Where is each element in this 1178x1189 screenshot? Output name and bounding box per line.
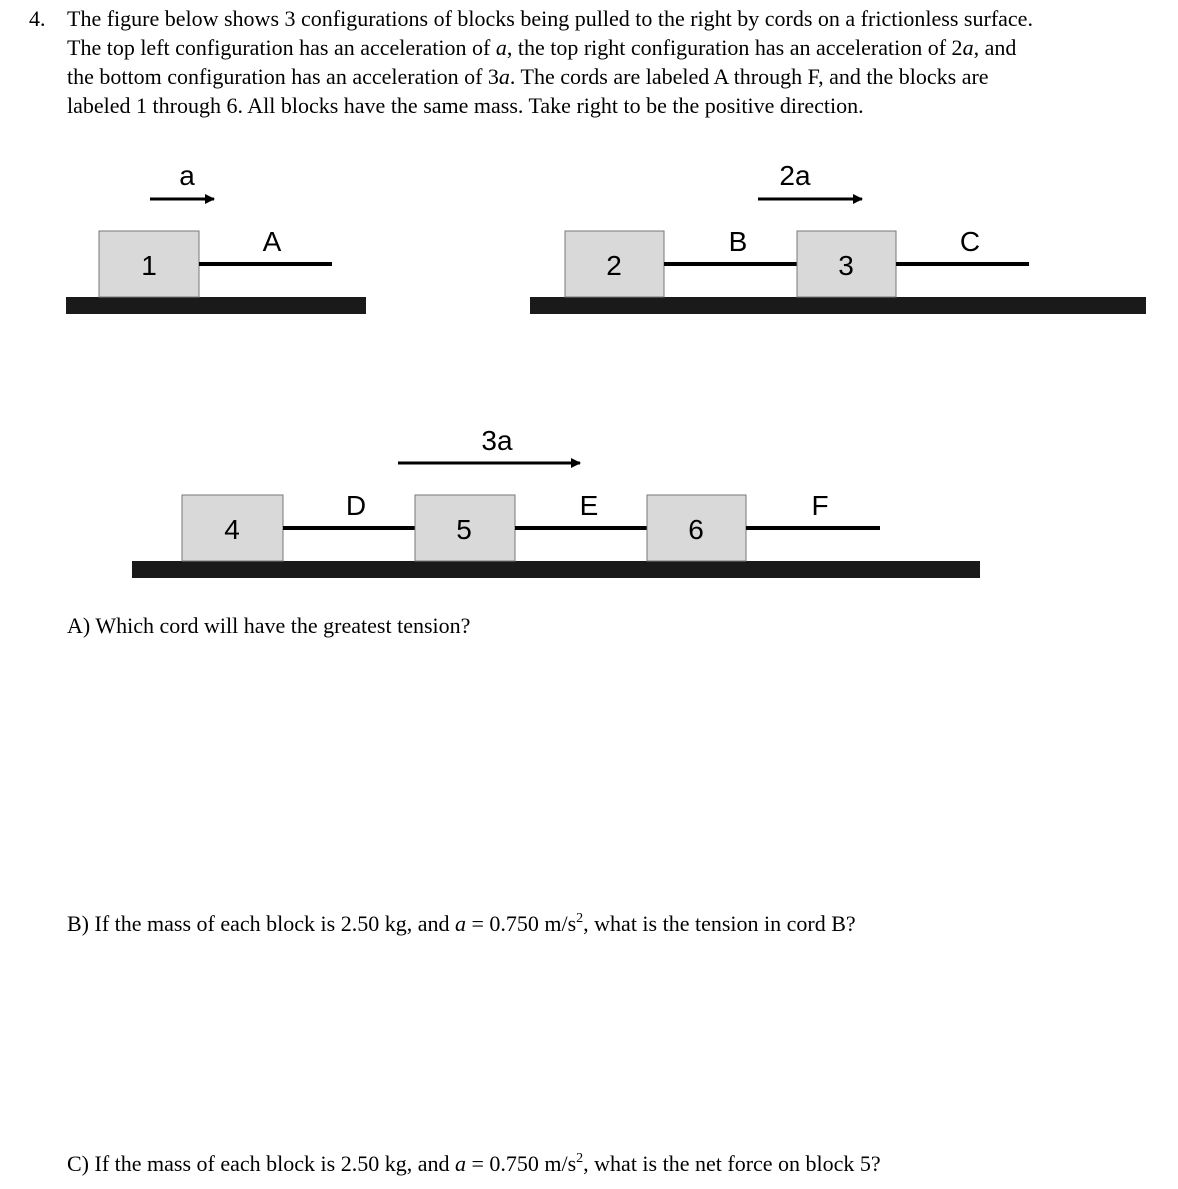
block-3-label: 3 bbox=[838, 250, 854, 281]
problem-line-3: the bottom configuration has an acceleration of 3a. The cords are labeled A through F, and the blocks are bbox=[67, 64, 989, 89]
cord-E-label: E bbox=[579, 490, 599, 521]
block-5-label: 5 bbox=[456, 514, 472, 545]
cord-B-label: B bbox=[728, 226, 748, 257]
cord-A-label: A bbox=[262, 226, 282, 257]
ground-top-right bbox=[530, 297, 1146, 314]
cord-F-label: F bbox=[811, 490, 829, 521]
block-1-label: 1 bbox=[141, 250, 157, 281]
problem-line-1: The figure below shows 3 configurations of blocks being pulled to the right by cords on a frictionless surface. bbox=[67, 6, 1033, 31]
question-c: C) If the mass of each block is 2.50 kg, and a = 0.750 $m/s^2$, what is the net force on block 5? bbox=[67, 1151, 881, 1176]
ground-bottom bbox=[132, 561, 980, 578]
problem-number: 4. bbox=[29, 6, 46, 31]
acceleration-label-2a: 2a bbox=[779, 160, 811, 191]
acceleration-label-3a: 3a bbox=[481, 425, 513, 456]
acceleration-label-a: a bbox=[179, 160, 195, 191]
question-a: A) Which cord will have the greatest tension? bbox=[67, 613, 471, 638]
cord-D-label: D bbox=[345, 490, 367, 521]
block-4-label: 4 bbox=[224, 514, 240, 545]
block-2-label: 2 bbox=[606, 250, 622, 281]
config-top-right bbox=[530, 160, 1146, 314]
problem-line-4: labeled 1 through 6. All blocks have the same mass. Take right to be the positive direction. bbox=[67, 93, 864, 118]
config-bottom bbox=[132, 425, 980, 578]
block-6-label: 6 bbox=[688, 514, 704, 545]
ground-top-left bbox=[66, 297, 366, 314]
problem-line-2: The top left configuration has an acceleration of a, the top right configuration has an acceleration of 2a, and bbox=[67, 35, 1017, 60]
config-top-left bbox=[66, 160, 366, 314]
question-b: B) If the mass of each block is 2.50 kg, and a = 0.750 $m/s^2$, what is the tension in cord B? bbox=[67, 911, 856, 936]
cord-C-label: C bbox=[959, 226, 981, 257]
